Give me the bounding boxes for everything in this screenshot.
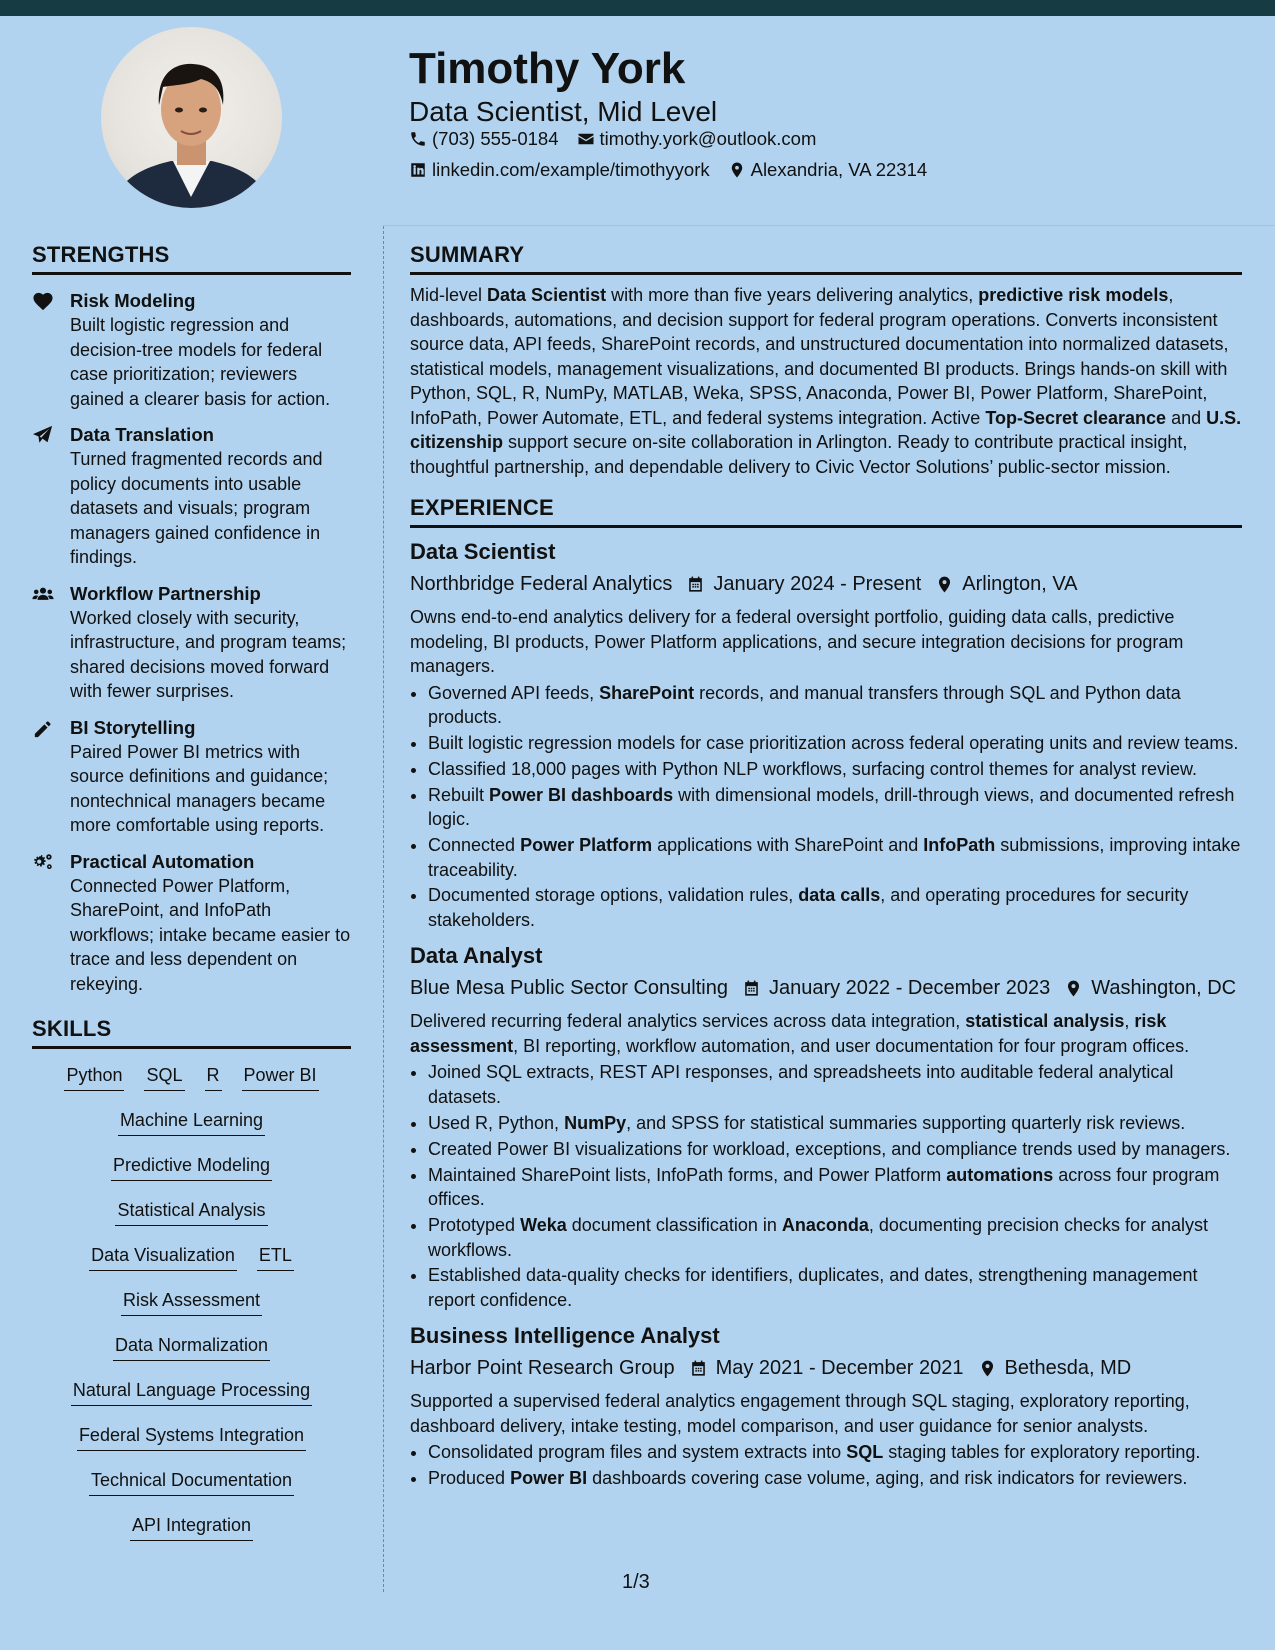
- users-icon: [32, 584, 54, 604]
- email-contact[interactable]: [577, 127, 817, 151]
- job-entry: [410, 942, 1242, 1312]
- bold-text: Power BI: [510, 1468, 588, 1489]
- job-title: Data Analyst: [410, 943, 543, 969]
- text-run: Governed API feeds,: [428, 682, 600, 703]
- map-pin-icon: [935, 575, 954, 594]
- text-run: Delivered recurring federal analytics services across data integration,: [410, 1011, 966, 1032]
- job-title: Data Scientist: [410, 539, 556, 564]
- bold-text: Power Platform: [520, 835, 653, 856]
- skill-tag: Data Normalization: [113, 1333, 270, 1361]
- text-run: Documented storage options, validation rules,: [428, 885, 799, 906]
- column-divider: [383, 226, 384, 1592]
- text-run: Rebuilt: [428, 784, 490, 805]
- skill-row: [32, 1333, 351, 1378]
- text-run: , dashboards, automations, and decision support for federal program operations. Converts inconsistent source data, API feeds, SharePoint records, and unstructured documentation into normalized datasets, statistical models, management visualizations, and documented BI products. Brings hands-on skill with Python, SQL, R, NumPy, MATLAB, Weka, SPSS, Anaconda, Power BI, Power Platform, SharePoint, InfoPath, Power Automate, ETL, and federal systems integration. Active: [410, 285, 1229, 428]
- skill-row: [32, 1288, 351, 1333]
- pencil-icon: [32, 718, 54, 738]
- text-run: Maintained SharePoint lists, InfoPath forms, and Power Platform: [428, 1164, 947, 1185]
- job-bullet: [428, 757, 1242, 782]
- job-bullets: [410, 1440, 1242, 1490]
- map-pin-icon: [978, 1359, 997, 1378]
- summary-text: [410, 283, 1242, 479]
- skill-tag: Natural Language Processing: [71, 1378, 312, 1406]
- job-bullets: [410, 681, 1242, 933]
- skill-tag: SQL: [144, 1063, 184, 1091]
- envelope-icon: [577, 130, 595, 148]
- text-run: Used R, Python,: [428, 1112, 565, 1133]
- profile-photo: [101, 27, 282, 208]
- experience-heading: EXPERIENCE: [410, 493, 1242, 528]
- text-run: Built logistic regression models for case prioritization across federal operating units and review teams.: [428, 732, 1239, 753]
- job-bullet: [428, 1466, 1242, 1491]
- text-run: applications with SharePoint and: [652, 835, 924, 856]
- text-run: Owns end-to-end analytics delivery for a federal oversight portfolio, guiding data calls, predictive modeling, BI products, Power Platform applications, and secure integration decisions for program managers.: [410, 607, 1184, 676]
- strength-title: Workflow Partnership: [70, 582, 261, 604]
- text-run: with more than five years delivering analytics,: [606, 285, 979, 305]
- text-run: support secure on-site collaboration in Arlington. Ready to contribute practical insight, thoughtful partnership, and dependable delivery to Civic Vector Solutions’ public-sector mission.: [410, 432, 1188, 477]
- strength-item: [32, 289, 351, 411]
- skill-row: [32, 1153, 351, 1198]
- map-pin-icon: [1064, 979, 1083, 998]
- skill-row: [32, 1243, 351, 1288]
- text-run: Supported a supervised federal analytics engagement through SQL staging, exploratory reporting, dashboard delivery, intake testing, model comparison, and user guidance for senior analysts.: [410, 1391, 1190, 1436]
- job-company: Northbridge Federal Analytics: [410, 573, 673, 595]
- skill-tag: Machine Learning: [118, 1108, 265, 1136]
- calendar-icon: [742, 979, 761, 998]
- skill-tag: API Integration: [130, 1513, 253, 1541]
- contact-row-2: [409, 158, 927, 182]
- skill-tag: Power BI: [242, 1063, 319, 1091]
- strength-desc: Paired Power BI metrics with source definitions and guidance; nontechnical managers became more comfortable using reports.: [70, 741, 329, 835]
- job-description: [410, 1009, 1242, 1058]
- skill-tag: Data Visualization: [89, 1243, 237, 1271]
- text-run: , and operating procedures for security stakeholders.: [428, 885, 1189, 930]
- strength-desc: Built logistic regression and decision-tree models for federal case prioritization; reviewers gained a clearer basis for action.: [70, 315, 331, 409]
- candidate-title: Data Scientist, Mid Level: [409, 96, 718, 127]
- page-number: 1/3: [622, 1571, 650, 1593]
- skill-tag: Risk Assessment: [121, 1288, 262, 1316]
- location-contact: [728, 158, 928, 182]
- text-run: across four program offices.: [428, 1164, 1220, 1210]
- strength-title: Risk Modeling: [70, 290, 196, 311]
- job-title: Business Intelligence Analyst: [410, 1323, 720, 1349]
- skill-tag: Statistical Analysis: [115, 1198, 267, 1226]
- candidate-name: Timothy York: [409, 44, 686, 93]
- strength-item: [32, 850, 351, 997]
- bold-text: NumPy: [564, 1112, 627, 1133]
- text-run: document classification in: [566, 1215, 782, 1236]
- bold-text: SQL: [846, 1442, 884, 1463]
- bold-text: statistical analysis: [965, 1011, 1125, 1032]
- bold-text: automations: [946, 1164, 1054, 1185]
- skill-row: [32, 1198, 351, 1243]
- skill-tag: Technical Documentation: [89, 1468, 294, 1496]
- skill-row: [32, 1063, 351, 1108]
- text-run: Mid-level: [410, 285, 488, 305]
- text-run: ,: [1124, 1011, 1135, 1032]
- job-location: Arlington, VA: [962, 573, 1078, 595]
- strength-desc: Turned fragmented records and policy documents into usable datasets and visuals; program managers gained confidence in findings.: [70, 449, 323, 567]
- header-divider: [383, 225, 1275, 226]
- bold-text: SharePoint: [599, 682, 695, 703]
- job-bullets: [410, 1060, 1242, 1312]
- skill-tag: R: [205, 1063, 222, 1091]
- skill-row: [32, 1378, 351, 1423]
- job-bullet: [428, 833, 1242, 882]
- job-entry: [410, 1322, 1242, 1490]
- text-run: Joined SQL extracts, REST API responses, and spreadsheets into auditable federal analytical datasets.: [428, 1062, 1174, 1107]
- job-bullet: [428, 1163, 1242, 1212]
- text-run: Connected: [428, 835, 521, 856]
- text-run: Produced: [428, 1468, 511, 1489]
- text-run: and: [1166, 407, 1207, 428]
- skill-tag: Python: [64, 1063, 124, 1091]
- contact-row-1: [409, 127, 816, 151]
- job-description: [410, 1389, 1242, 1438]
- strength-title: Data Translation: [70, 424, 214, 445]
- skill-row: [32, 1513, 351, 1558]
- text-run: , documenting precision checks for analyst workflows.: [428, 1215, 1209, 1260]
- text-run: submissions, improving intake traceability.: [428, 835, 1241, 880]
- top-accent-bar: [0, 0, 1275, 16]
- phone-contact: [409, 127, 559, 151]
- bold-text: U.S. citizenship: [410, 407, 1242, 452]
- job-description: [410, 605, 1242, 679]
- skills-heading: SKILLS: [32, 1014, 351, 1049]
- job-bullet: [428, 883, 1242, 932]
- text-run: with dimensional models, drill-through views, and documented refresh logic.: [428, 784, 1235, 830]
- job-meta: [410, 569, 1242, 599]
- bold-text: Power BI dashboards: [489, 784, 674, 805]
- job-dates: January 2022 - December 2023: [768, 977, 1051, 1000]
- text-run: Classified 18,000 pages with Python NLP workflows, surfacing control themes for analyst review.: [428, 758, 1198, 779]
- bold-text: predictive risk models: [978, 285, 1169, 305]
- calendar-icon: [689, 1359, 708, 1378]
- job-dates: May 2021 - December 2021: [715, 1357, 964, 1380]
- job-entry: [410, 538, 1242, 932]
- text-run: , BI reporting, workflow automation, and user documentation for four program offices.: [513, 1035, 1190, 1056]
- left-column: [32, 240, 351, 1558]
- phone-icon: [409, 130, 427, 148]
- linkedin-contact[interactable]: [409, 158, 710, 182]
- job-bullet: [428, 1137, 1242, 1162]
- skill-tag: Predictive Modeling: [111, 1153, 272, 1181]
- skills-list: [32, 1063, 351, 1558]
- bold-text: risk assessment: [410, 1011, 1167, 1056]
- job-bullet: [428, 1060, 1242, 1109]
- job-location: Bethesda, MD: [1004, 1357, 1132, 1380]
- job-bullet: [428, 681, 1242, 730]
- map-pin-icon: [728, 161, 746, 179]
- bold-text: data calls: [798, 885, 881, 906]
- job-dates: January 2024 - Present: [713, 573, 922, 595]
- job-meta: [410, 973, 1242, 1003]
- text-run: Created Power BI visualizations for workload, exceptions, and compliance trends used by managers.: [428, 1138, 1231, 1159]
- strength-item: [32, 716, 351, 838]
- email-link[interactable]: timothy.york@outlook.com: [599, 128, 817, 149]
- strength-title: Practical Automation: [70, 850, 255, 872]
- summary-heading: SUMMARY: [410, 240, 1242, 275]
- skill-tag: Federal Systems Integration: [77, 1423, 306, 1451]
- strength-desc: Worked closely with security, infrastructure, and program teams; shared decisions moved forward with fewer surprises.: [70, 607, 347, 701]
- location-text: Alexandria, VA 22314: [750, 159, 928, 180]
- text-run: , and SPSS for statistical summaries supporting quarterly risk reviews.: [626, 1112, 1186, 1133]
- bold-text: Data Scientist: [487, 285, 607, 305]
- strengths-heading: STRENGTHS: [32, 240, 351, 275]
- text-run: records, and manual transfers through SQL and Python data products.: [428, 682, 1181, 727]
- strength-title: BI Storytelling: [70, 716, 196, 738]
- heart-icon: [32, 291, 54, 311]
- job-bullet: [428, 731, 1242, 756]
- job-bullet: [428, 1213, 1242, 1262]
- job-bullet: [428, 1111, 1242, 1136]
- job-bullet: [428, 1263, 1242, 1312]
- linkedin-icon: [409, 161, 427, 179]
- strength-item: [32, 423, 351, 570]
- skill-row: [32, 1108, 351, 1153]
- strength-item: [32, 582, 351, 704]
- experience-list: [410, 538, 1242, 1491]
- bold-text: InfoPath: [923, 835, 996, 856]
- job-bullet: [428, 1440, 1242, 1465]
- gears-icon: [32, 852, 54, 872]
- skill-tag: ETL: [257, 1243, 294, 1271]
- job-company: Blue Mesa Public Sector Consulting: [410, 977, 728, 1000]
- strength-desc: Connected Power Platform, SharePoint, and InfoPath workflows; intake became easier to trace and less dependent on rekeying.: [70, 875, 351, 994]
- job-company: Harbor Point Research Group: [410, 1357, 675, 1380]
- text-run: Established data-quality checks for identifiers, duplicates, and dates, strengthening management report confidence.: [428, 1265, 1198, 1310]
- text-run: Prototyped: [428, 1215, 521, 1236]
- bold-text: Weka: [520, 1215, 567, 1236]
- job-location: Washington, DC: [1091, 977, 1237, 1000]
- skill-row: [32, 1423, 351, 1468]
- job-meta: [410, 1353, 1242, 1383]
- right-column: [410, 240, 1242, 1492]
- text-run: staging tables for exploratory reporting.: [883, 1442, 1201, 1463]
- paper-plane-icon: [32, 425, 54, 445]
- job-bullet: [428, 783, 1242, 832]
- bold-text: Top-Secret clearance: [985, 407, 1167, 428]
- skill-row: [32, 1468, 351, 1513]
- phone-text: (703) 555-0184: [432, 128, 559, 149]
- calendar-icon: [686, 575, 705, 594]
- linkedin-link[interactable]: linkedin.com/example/timothyyork: [432, 159, 710, 180]
- text-run: dashboards covering case volume, aging, and risk indicators for reviewers.: [587, 1468, 1188, 1489]
- text-run: Consolidated program files and system extracts into: [428, 1442, 847, 1463]
- bold-text: Anaconda: [781, 1215, 869, 1236]
